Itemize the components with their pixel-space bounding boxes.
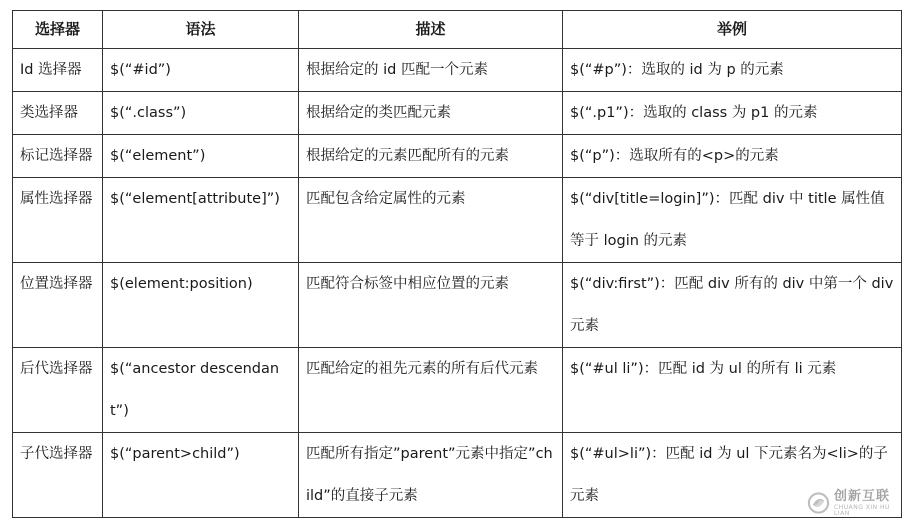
cell-description: 匹配符合标签中相应位置的元素 <box>299 263 563 348</box>
cell-syntax: $(“element”) <box>103 135 299 178</box>
cell-selector-name: Id 选择器 <box>13 49 103 92</box>
cell-description: 匹配包含给定属性的元素 <box>299 178 563 263</box>
watermark-en: CHUANG XIN HU LIAN <box>834 503 890 517</box>
cell-selector-name: 子代选择器 <box>13 433 103 518</box>
cell-example: $(“p”)：选取所有的<p>的元素 <box>563 135 902 178</box>
cell-selector-name: 属性选择器 <box>13 178 103 263</box>
table-row <box>13 178 902 263</box>
cell-description: 匹配给定的祖先元素的所有后代元素 <box>299 348 563 433</box>
table-row <box>13 135 902 178</box>
swirl-logo-icon <box>807 491 830 515</box>
header-description: 描述 <box>299 11 563 49</box>
cell-selector-name: 类选择器 <box>13 92 103 135</box>
cell-syntax: $(“.class”) <box>103 92 299 135</box>
watermark-cn: 创新互联 <box>834 488 891 504</box>
cell-syntax: $(“element[attribute]”) <box>103 178 299 263</box>
header-example: 举例 <box>563 11 902 49</box>
table-row <box>13 433 902 518</box>
watermark <box>807 488 905 518</box>
cell-selector-name: 后代选择器 <box>13 348 103 433</box>
cell-example: $(“#ul>li”)：匹配 id 为 ul 下元素名为<li>的子元素 <box>563 433 902 518</box>
cell-description: 根据给定的类匹配元素 <box>299 92 563 135</box>
cell-example: $(“div[title=login]”)：匹配 div 中 title 属性值等于 login 的元素 <box>563 178 902 263</box>
cell-selector-name: 标记选择器 <box>13 135 103 178</box>
cell-description: 根据给定的 id 匹配一个元素 <box>299 49 563 92</box>
cell-example: $(“#ul li”)：匹配 id 为 ul 的所有 li 元素 <box>563 348 902 433</box>
cell-syntax: $(“#id”) <box>103 49 299 92</box>
cell-syntax: $(element:position) <box>103 263 299 348</box>
selector-table <box>12 10 902 518</box>
table-row <box>13 49 902 92</box>
table-row <box>13 348 902 433</box>
header-row <box>13 11 902 49</box>
cell-syntax: $(“parent>child”) <box>103 433 299 518</box>
header-selector: 选择器 <box>13 11 103 49</box>
cell-description: 根据给定的元素匹配所有的元素 <box>299 135 563 178</box>
cell-selector-name: 位置选择器 <box>13 263 103 348</box>
cell-example: $(“#p”)：选取的 id 为 p 的元素 <box>563 49 902 92</box>
table-row <box>13 263 902 348</box>
header-syntax: 语法 <box>103 11 299 49</box>
cell-syntax: $(“ancestor descendant”) <box>103 348 299 433</box>
cell-example: $(“div:first”)：匹配 div 所有的 div 中第一个 div 元素 <box>563 263 902 348</box>
cell-example: $(“.p1”)：选取的 class 为 p1 的元素 <box>563 92 902 135</box>
table-row <box>13 92 902 135</box>
watermark-text <box>834 490 905 517</box>
cell-description: 匹配所有指定”parent”元素中指定”child”的直接子元素 <box>299 433 563 518</box>
